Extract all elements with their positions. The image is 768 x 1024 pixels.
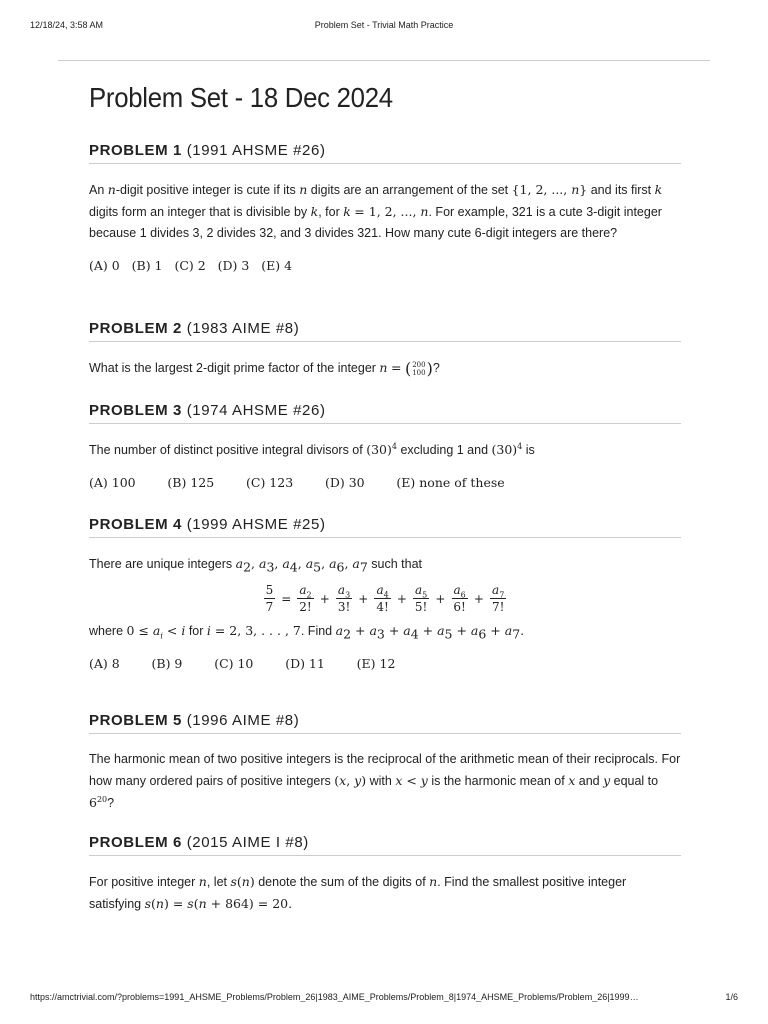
print-page-title: Problem Set - Trivial Math Practice xyxy=(314,20,454,30)
choice-d: (D) 11 xyxy=(285,656,325,671)
choice-e: (E) 4 xyxy=(261,258,293,273)
choice-d: (D) 3 xyxy=(217,258,250,273)
print-url: https://amctrivial.com/?problems=1991_AHSME_Problems/Problem_26|1983_AIME_Problems/Problem_8|1974_AHSME_Problems/Problem_26|1999… xyxy=(30,992,639,1002)
problem-3 xyxy=(89,402,681,490)
problem-source: (1983 AIME #8) xyxy=(186,320,300,337)
choice-e: (E) none of these xyxy=(396,475,505,490)
choice-a: (A) 0 xyxy=(89,258,120,273)
choice-a: (A) 8 xyxy=(89,656,120,671)
equation: $\frac{5}{7}$ = $\frac{a_2}{2!}$ + $\frac{a_3}{3!}$ + $\frac{a_4}{4!}$ + $\frac{a_5}{5!}$ + $\frac{a_6}{6!}$ + $\frac{a_7}{7!}$ xyxy=(265,583,505,614)
problem-statement: There are unique integers $a_2$, $a_3$, $a_4$, $a_5$, $a_6$, $a_7$ such that xyxy=(89,556,423,575)
choice-c: (C) 2 xyxy=(174,258,206,273)
print-datetime: 12/18/24, 3:58 AM xyxy=(30,20,104,30)
choice-c: (C) 123 xyxy=(246,475,294,490)
problem-heading xyxy=(89,142,681,164)
problem-heading xyxy=(89,402,681,424)
problem-label: PROBLEM 3 xyxy=(89,402,182,419)
problem-condition: where $0 \le a_i < i$ for i = 2, 3, . . . , 7. Find $a_2 + a_3 + a_4 + a_5 + a_6 + a_7$. xyxy=(89,623,525,642)
problem-6 xyxy=(89,834,681,915)
problem-set-content xyxy=(89,82,681,911)
problem-statement: The number of distinct positive integral divisors of $(30)^4$ excluding 1 and $(30)^4$ is xyxy=(89,441,535,457)
choice-b: (B) 9 xyxy=(151,656,183,671)
problem-statement: For positive integer n, let s(n) denote the sum of the digits of n. Find the smallest positive integer satisfying s(n) = s(n + 864) = 20. xyxy=(89,874,627,911)
problem-label: PROBLEM 2 xyxy=(89,320,182,337)
problem-statement: What is the largest 2-digit prime factor of the integer n = ( 200 100 ) ? xyxy=(89,359,440,379)
choice-b: (B) 1 xyxy=(131,258,163,273)
page-number: 1/6 xyxy=(725,992,738,1002)
problem-label: PROBLEM 4 xyxy=(89,516,182,533)
problem-statement: The harmonic mean of two positive integers is the reciprocal of the arithmetic mean of their reciprocals. For how many ordered pairs of positive integers (x, y) with x < y is the harmonic mean of x and y equal to $6^{20}$? xyxy=(89,752,681,810)
choice-d: (D) 30 xyxy=(324,475,365,490)
problem-heading xyxy=(89,516,681,538)
choice-e: (E) 12 xyxy=(356,656,396,671)
problem-source: (1999 AHSME #25) xyxy=(186,516,326,533)
answer-choices xyxy=(89,258,681,273)
problem-heading xyxy=(89,834,681,856)
problem-heading xyxy=(89,712,681,734)
problem-source: (2015 AIME I #8) xyxy=(186,834,309,851)
problem-2 xyxy=(89,320,681,379)
problem-label: PROBLEM 5 xyxy=(89,712,182,729)
choice-c: (C) 10 xyxy=(214,656,254,671)
problem-4 xyxy=(89,516,681,671)
problem-source: (1996 AIME #8) xyxy=(186,712,300,729)
problem-source: (1991 AHSME #26) xyxy=(186,142,326,159)
answer-choices xyxy=(89,656,681,671)
top-divider xyxy=(58,60,710,61)
problem-1 xyxy=(89,142,681,273)
choice-a: (A) 100 xyxy=(89,475,136,490)
answer-choices xyxy=(89,475,681,490)
problem-heading xyxy=(89,320,681,342)
problem-label: PROBLEM 1 xyxy=(89,142,182,159)
problem-statement: An n-digit positive integer is cute if its n digits are an arrangement of the set {1, 2, ..., n} and its first k digits form an integer that is divisible by k, for k = 1, 2, ..., n. For example, 321 is a cute 3-digit integer because 1 divides 3, 2 divides 32, and 3 divides 321. How many cute 6-digit integers are there? xyxy=(89,182,663,240)
binomial-coefficient: ( 200 100 ) xyxy=(404,359,433,379)
page-title: Problem Set - 18 Dec 2024 xyxy=(89,82,393,113)
problem-5 xyxy=(89,712,681,814)
problem-label: PROBLEM 6 xyxy=(89,834,182,851)
problem-source: (1974 AHSME #26) xyxy=(186,402,326,419)
choice-b: (B) 125 xyxy=(167,475,215,490)
